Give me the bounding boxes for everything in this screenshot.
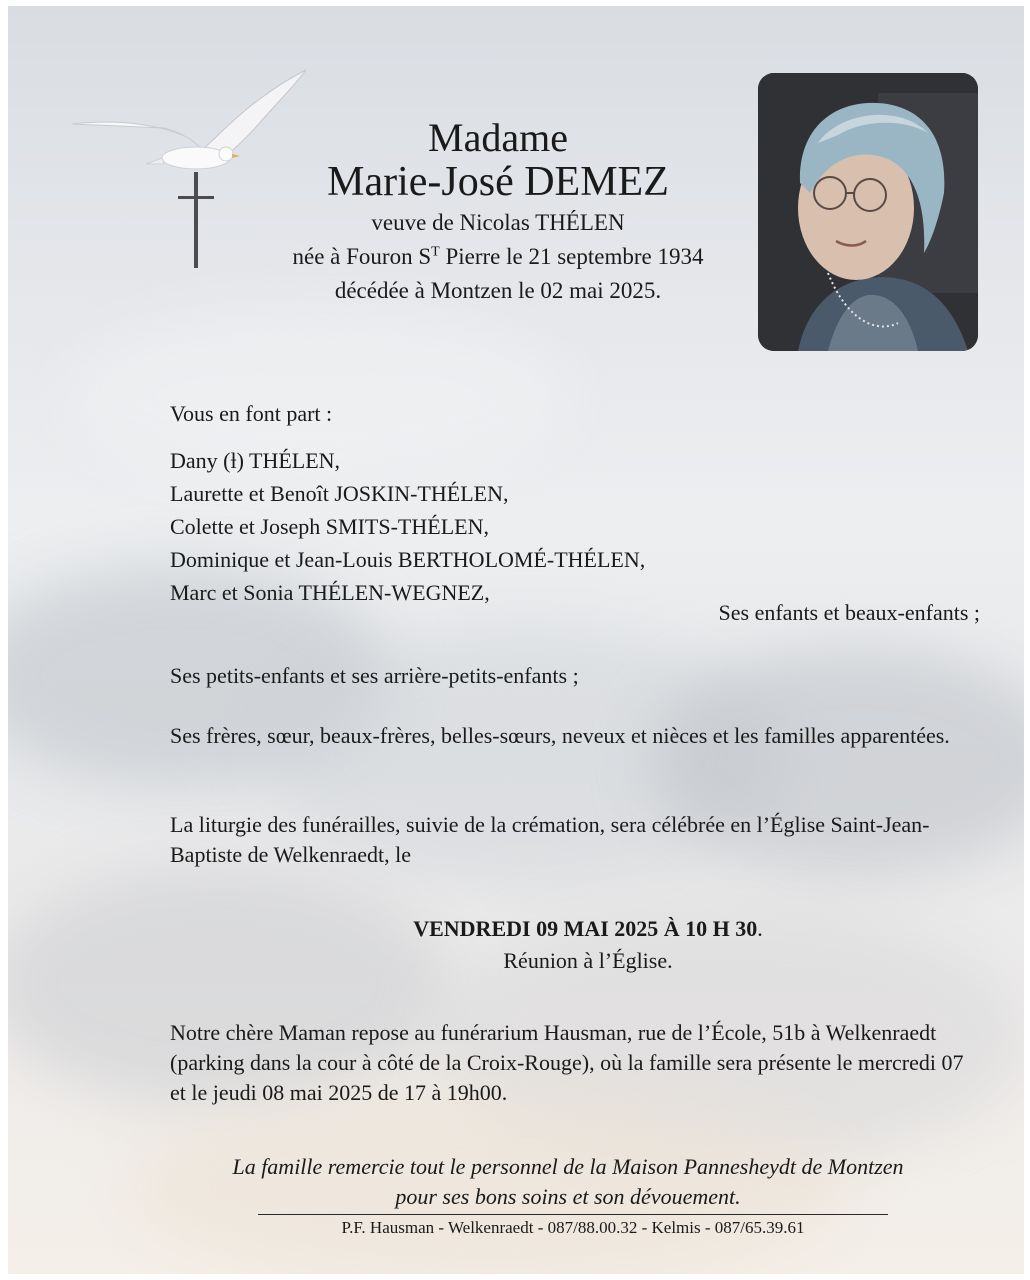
family-member: Laurette et Benoît JOSKIN-THÉLEN,: [170, 481, 509, 506]
birth-info: [228, 244, 768, 270]
ceremony-date-dot: .: [757, 916, 763, 941]
portrait-photo: [758, 73, 978, 351]
family-member: Colette et Joseph SMITS-THÉLEN,: [170, 514, 489, 539]
deceased-name: Marie-José DEMEZ: [327, 159, 669, 205]
widow-of: veuve de Nicolas THÉLEN: [371, 210, 625, 235]
birth-suffix: Pierre le 21 septembre 1934: [439, 244, 704, 269]
death-info: décédée à Montzen le 02 mai 2025.: [334, 278, 662, 303]
ceremony-date-bold: VENDREDI 09 MAI 2025 À 10 H 30: [413, 916, 758, 941]
ceremony-date: [168, 914, 1008, 944]
thanks-line-1: La famille remercie tout le personnel de la Maison Pannesheydt de Montzen: [232, 1154, 904, 1179]
liturgy-text: La liturgie des funérailles, suivie de la crémation, sera célébrée en l’Église Saint-Jean-Baptiste de Welkenraedt, le: [170, 812, 930, 867]
relatives-line: Ses frères, sœur, beaux-frères, belles-sœurs, neveux et nièces et les familles apparentées.: [170, 723, 950, 748]
footer-divider: [258, 1214, 888, 1215]
grandchildren-line: Ses petits-enfants et ses arrière-petits-enfants ;: [170, 663, 579, 688]
meeting-text: Réunion à l’Église.: [503, 948, 673, 973]
family-list: [170, 444, 930, 609]
family-member: Marc et Sonia THÉLEN-WEGNEZ,: [170, 580, 490, 605]
funeral-home-text: Notre chère Maman repose au funérarium Hausman, rue de l’École, 51b à Welkenraedt (parking dans la cour à côté de la Croix-Rouge), où la famille sera présente le mercredi 07 et le jeudi 08 mai 2025 de 17 à 19h00.: [170, 1020, 964, 1105]
honorific: Madame: [428, 115, 568, 160]
birth-sup: T: [431, 244, 440, 260]
announcement-intro: Vous en font part :: [170, 401, 333, 426]
family-member: Dany (ƚ) THÉLEN,: [170, 448, 341, 473]
children-label: Ses enfants et beaux-enfants ;: [718, 600, 980, 625]
obituary-card: [8, 6, 1024, 1274]
cross-icon: [176, 172, 216, 268]
family-member: Dominique et Jean-Louis BERTHOLOMÉ-THÉLEN,: [170, 547, 646, 572]
footer-contact: P.F. Hausman - Welkenraedt - 087/88.00.32 - Kelmis - 087/65.39.61: [341, 1218, 805, 1237]
birth-prefix: née à Fouron S: [292, 244, 432, 269]
thanks-line-2: pour ses bons soins et son dévouement.: [395, 1184, 741, 1209]
